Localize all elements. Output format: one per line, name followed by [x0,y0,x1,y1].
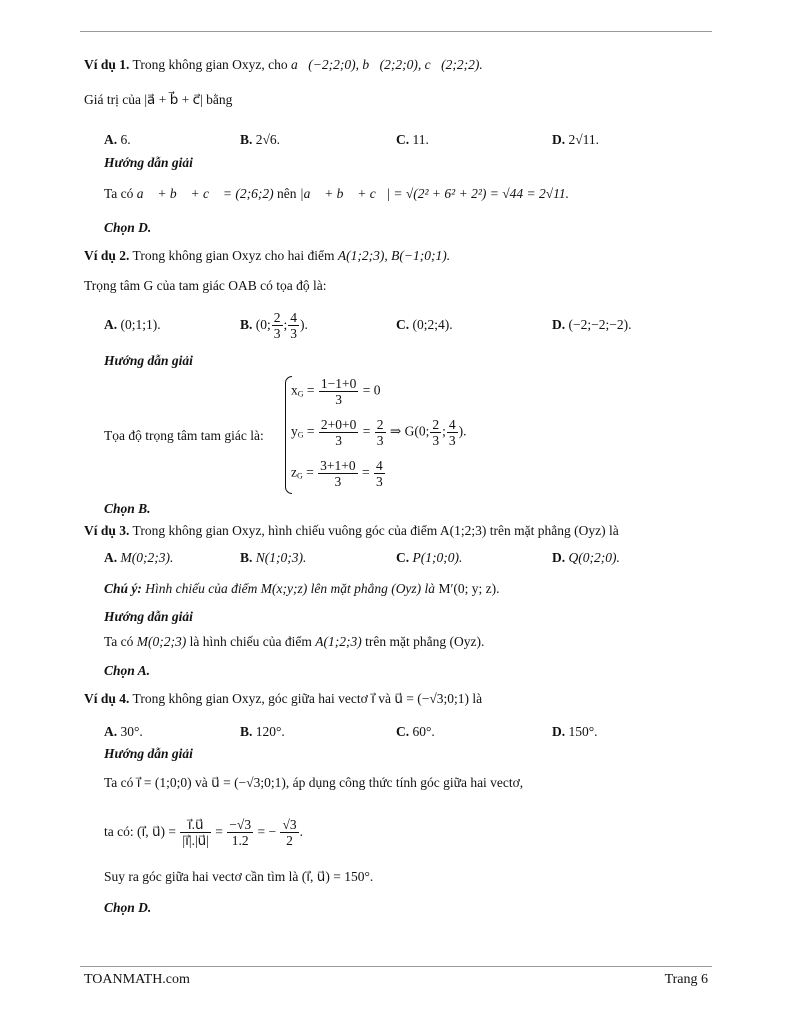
denominator: 3 [376,433,384,448]
option-value: (0;1;1). [120,317,161,332]
denominator: 3 [376,474,383,489]
ex4-vecs: i⃗ và u⃗ = (−√3;0;1) [371,691,470,706]
ex1-sol-expr2: |a⃗ + b⃗ + c⃗| = √(2² + 6² + 2²) = √44 = 2√11. [299,186,570,201]
header-rule [80,31,712,32]
g-pre: (0; [414,423,430,439]
ex2-points: A(1;2;3), B(−1;0;1). [337,248,451,263]
ex4-option-d[interactable] [552,723,598,741]
ex3-note [104,580,500,598]
option-value: P(1;0;0). [412,550,463,565]
fraction [374,458,385,489]
ex1-answer: Chọn D. [104,220,152,235]
note-text: Hình chiếu của điểm M(x;y;z) lên mặt phẳng (Oyz) là [145,581,436,596]
option-value: (0;2;4). [412,317,453,332]
ex4-option-c[interactable] [396,723,435,741]
denominator: 2 [286,833,293,849]
numerator: 4 [290,310,298,326]
option-letter: A. [104,317,118,332]
denominator: 3 [290,326,298,342]
denominator: 3 [448,433,456,448]
ex1-vectors: a⃗(−2;2;0), b⃗(2;2;0), c⃗(2;2;2). [291,57,483,72]
note-label: Chú ý: [104,581,142,596]
ex4-solution-3 [104,868,373,886]
ex4-answer: Chọn D. [104,900,152,915]
option-letter: D. [552,132,566,147]
denominator: 3 [432,433,440,448]
ex1-question-expr: |a⃗ + b⃗ + c⃗| [144,92,203,107]
ex2-solution-label: Tọa độ trọng tâm tam giác là: [104,428,264,443]
ex4-post: là [472,691,483,706]
sol1-post: , áp dụng công thức tính góc giữa hai vectơ, [285,775,524,790]
sol2-pre: ta có: [104,824,134,839]
fraction [288,310,299,341]
option-letter: B. [240,317,253,332]
eq-zg: $z_G$ = $\frac{3+1+0}{3}$ = $\frac{4}{3}$ [291,458,383,489]
option-letter: B. [240,132,253,147]
option-letter: A. [104,132,118,147]
option-value-post: ). [300,317,308,332]
option-value: M(0;2;3). [120,550,174,565]
option-letter: B. [240,550,253,565]
option-value: (−2;−2;−2). [568,317,632,332]
option-value: 11. [412,132,429,147]
g-post: ). [458,423,467,439]
ex2-guide-heading: Hướng dẫn giải [104,353,193,368]
option-letter: A. [104,724,118,739]
numerator: 2 [376,417,384,432]
option-letter: D. [552,317,566,332]
ex2-question: Trọng tâm G của tam giác OAB có tọa độ là: [84,278,327,293]
fraction [319,417,358,448]
denominator: 1.2 [231,833,249,849]
subscript: G [297,430,304,440]
ex1-sol-mid: nên [276,186,297,201]
ex3-text: Trong không gian Oxyz, hình chiếu vuông góc của điểm A(1;2;3) trên mặt phẳng (Oyz) là [132,523,619,538]
ex3-option-a[interactable] [104,549,173,567]
ex2-option-c[interactable] [396,316,453,334]
subscript: G [297,471,303,481]
ex4-guide-heading: Hướng dẫn giải [104,746,193,761]
ex2-text: Trong không gian Oxyz cho hai điểm [132,248,335,263]
ex3-solution [104,633,484,651]
ex1-solution [104,185,569,203]
fraction [318,458,357,489]
sol3-pre: Suy ra góc giữa hai vectơ cần tìm là [104,869,299,884]
numerator: 1−1+0 [320,376,357,391]
ex4-label: Ví dụ 4. [84,691,130,706]
ex3-option-c[interactable] [396,549,462,567]
ex3-sol-post: trên mặt phẳng (Oyz). [365,634,485,649]
ex3-label: Ví dụ 3. [84,523,130,538]
ex1-option-a[interactable] [104,131,131,149]
ex1-question [84,91,232,109]
numerator: 4 [448,417,456,432]
footer-site: TOANMATH.com [84,972,190,987]
fraction [430,417,441,448]
sol1-pre: Ta có [104,775,134,790]
ex2-label: Ví dụ 2. [84,248,130,263]
ex1-guide-heading: Hướng dẫn giải [104,155,193,170]
denominator: 3 [335,392,343,407]
option-letter: D. [552,550,566,565]
ex1-sol-expr: a⃗ + b⃗ + c⃗ = (2;6;2) [136,186,274,201]
option-value: Q(0;2;0). [568,550,620,565]
option-letter: B. [240,724,253,739]
denominator: 3 [273,326,281,342]
option-value: 6. [120,132,131,147]
ex1-option-b[interactable] [240,131,280,149]
ex3-option-d[interactable] [552,549,620,567]
ex1-option-c[interactable] [396,131,429,149]
var: x [291,382,298,398]
fraction [375,417,386,448]
ex2-option-d[interactable] [552,316,631,334]
sol1-expr: i⃗ = (1;0;0) và u⃗ = (−√3;0;1) [136,775,286,790]
option-value-pre: (0; [255,317,271,332]
var: y [291,423,298,439]
ex3-sol-pre: Ta có [104,634,134,649]
ex1-question-pre: Giá trị của [84,92,141,107]
ex3-answer: Chọn A. [104,663,151,678]
sol2-lhs: (i⃗, u⃗) = [137,824,177,839]
ex1-sol-pre: Ta có [104,186,134,201]
eq-yg: $y_G$ = $\frac{2+0+0}{3}$ = $\frac{2}{3}$ ⇒ G(0; $\frac{2}{3}$ ; $\frac{4}{3}$ ). [291,417,467,448]
denominator: |i⃗|.|u⃗| [182,833,209,849]
fraction [180,817,211,848]
ex4-option-a[interactable] [104,723,143,741]
ex2-answer: Chọn B. [104,501,151,516]
option-value: 2√6. [255,132,281,147]
fraction [319,376,358,407]
option-value: 60°. [412,724,435,739]
numerator: 2 [432,417,440,432]
option-letter: C. [396,550,410,565]
result: = 0 [362,382,381,398]
ex2-stem [84,247,450,265]
option-letter: D. [552,724,566,739]
fraction [272,310,283,341]
ex1-label: Ví dụ 1. [84,57,130,72]
numerator: 2 [273,310,281,326]
ex2-option-b[interactable]: B. (0; $\frac{2}{3}$ ; $\frac{4}{3}$ ). [240,310,308,342]
implies: ⇒ G [389,423,415,439]
subscript: G [297,389,304,399]
denominator: 3 [335,433,343,448]
ex1-option-d[interactable] [552,131,599,149]
ex3-sol-mid: là hình chiếu của điểm [189,634,312,649]
ex1-question-post: bằng [206,92,233,107]
var: z [291,464,297,480]
ex3-option-b[interactable] [240,549,306,567]
numerator: 4 [376,458,383,473]
ex4-option-b[interactable] [240,723,285,741]
ex3-guide-heading: Hướng dẫn giải [104,609,193,624]
option-letter: A. [104,550,118,565]
note-expr: M′(0; y; z). [438,581,500,596]
ex4-solution-1 [104,774,523,792]
option-value: 2√11. [568,132,600,147]
footer-rule [80,966,712,967]
footer-page-number: Trang 6 [664,972,708,987]
ex1-text: Trong không gian Oxyz, cho [132,57,288,72]
eq-xg: $x_G$ = $\frac{1-1+0}{3}$ = 0 [291,376,381,407]
option-value: 30°. [120,724,143,739]
ex3-stem [84,522,619,540]
numerator: 3+1+0 [320,458,356,473]
option-value: 120°. [255,724,285,739]
ex4-stem [84,690,482,708]
option-value: N(1;0;3). [255,550,307,565]
denominator: 3 [334,474,342,489]
numerator: −√3 [229,817,252,833]
fraction [227,817,253,848]
numerator: 2+0+0 [320,417,357,432]
sol3-expr: (i⃗, u⃗) = 150°. [301,869,374,884]
numerator: i⃗.u⃗ [180,817,211,833]
ex1-stem [84,56,483,74]
option-value: 150°. [568,724,598,739]
ex3-sol-m: M(0;2;3) [136,634,187,649]
ex3-sol-a: A(1;2;3) [315,634,362,649]
option-letter: C. [396,132,410,147]
ex2-option-a[interactable] [104,316,161,334]
fraction [447,417,458,448]
option-letter: C. [396,317,410,332]
numerator: √3 [282,817,297,833]
ex4-solution-2: ta có: (i⃗, u⃗) = $\frac{i⃗.u⃗}{|i⃗|.|u⃗|}$ = $\frac{-√3}{1.2}$ = − $\frac{√3}{2}$ . [104,817,303,849]
fraction [280,817,298,848]
ex4-text: Trong không gian Oxyz, góc giữa hai vectơ [132,691,368,706]
option-letter: C. [396,724,410,739]
